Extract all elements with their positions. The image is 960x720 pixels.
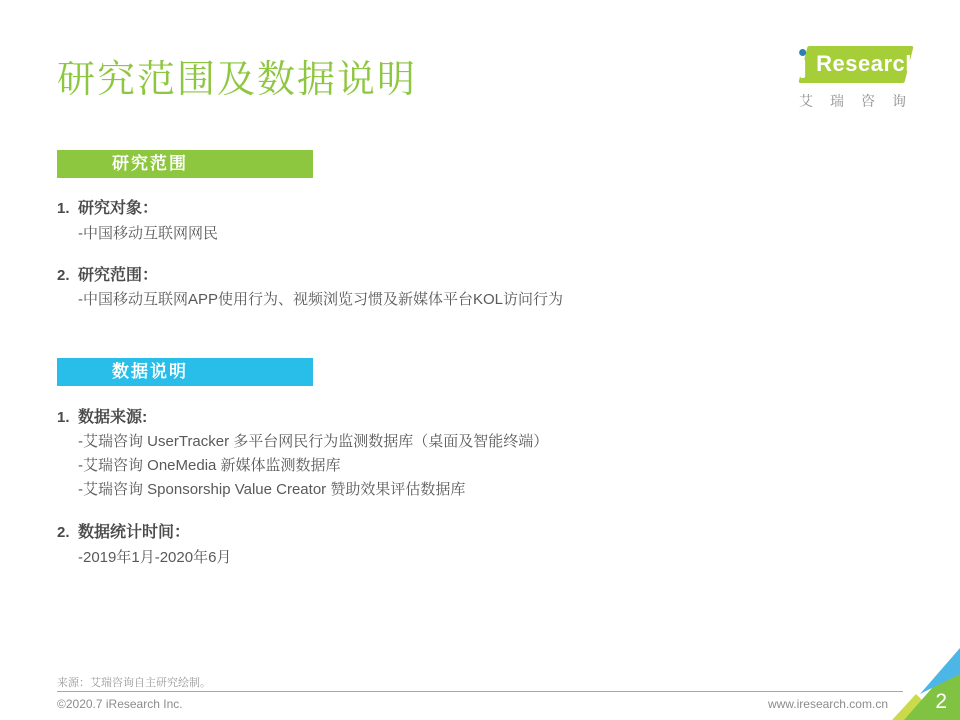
list-item-heading	[57, 199, 903, 218]
logo-i-stem	[800, 59, 805, 78]
logo-letter-i-icon	[799, 48, 807, 80]
item-number: 1.	[57, 409, 70, 426]
item-number: 2.	[57, 267, 70, 284]
list-item-heading	[57, 408, 903, 427]
website-link[interactable]: www.iresearch.com.cn	[767, 697, 888, 711]
source-note: 来源：艾瑞咨询自主研究绘制。	[57, 677, 211, 689]
list-item-line	[57, 432, 903, 451]
section-banner-data-description: 数据说明	[57, 358, 313, 386]
item-number: 1.	[57, 200, 70, 217]
page-title: 研究范围及数据说明	[57, 59, 418, 101]
list-item-heading	[57, 266, 903, 285]
corner-decoration	[892, 644, 960, 720]
logo-i-dot	[799, 49, 806, 56]
item-heading-text: 数据来源:	[78, 409, 148, 426]
section-banner-research-scope: 研究范围	[57, 150, 313, 178]
list-item-line	[57, 480, 903, 499]
copyright-text: ©2020.7 iResearch Inc.	[57, 697, 183, 711]
page-number: 2	[935, 690, 947, 713]
item-line-text: -中国移动互联网网民	[78, 225, 218, 242]
item-line-text: -艾瑞咨询 UserTracker 多平台网民行为监测数据库（桌面及智能终端）	[78, 433, 549, 450]
footer-divider	[57, 691, 903, 692]
item-line-text: -中国移动互联网APP使用行为、视频浏览习惯及新媒体平台KOL访问行为	[78, 291, 564, 308]
item-heading-text: 数据统计时间：	[78, 524, 191, 541]
list-item-line	[57, 456, 903, 475]
item-line-text: -2019年1月-2020年6月	[78, 549, 232, 566]
list-item-line	[57, 224, 903, 243]
item-heading-text: 研究范围：	[78, 267, 159, 284]
list-item-line	[57, 548, 903, 567]
item-line-text: -艾瑞咨询 OneMedia 新媒体监测数据库	[78, 457, 341, 474]
iresearch-logo	[795, 46, 923, 111]
iresearch-logo-mark	[798, 46, 920, 83]
list-item-heading	[57, 523, 903, 542]
logo-subtitle: 艾瑞咨询	[799, 93, 923, 109]
logo-brand-text: Research	[816, 51, 920, 76]
item-heading-text: 研究对象：	[78, 200, 159, 217]
item-line-text: -艾瑞咨询 Sponsorship Value Creator 赞助效果评估数据库	[78, 481, 466, 498]
list-item-line	[57, 290, 903, 309]
item-number: 2.	[57, 524, 70, 541]
